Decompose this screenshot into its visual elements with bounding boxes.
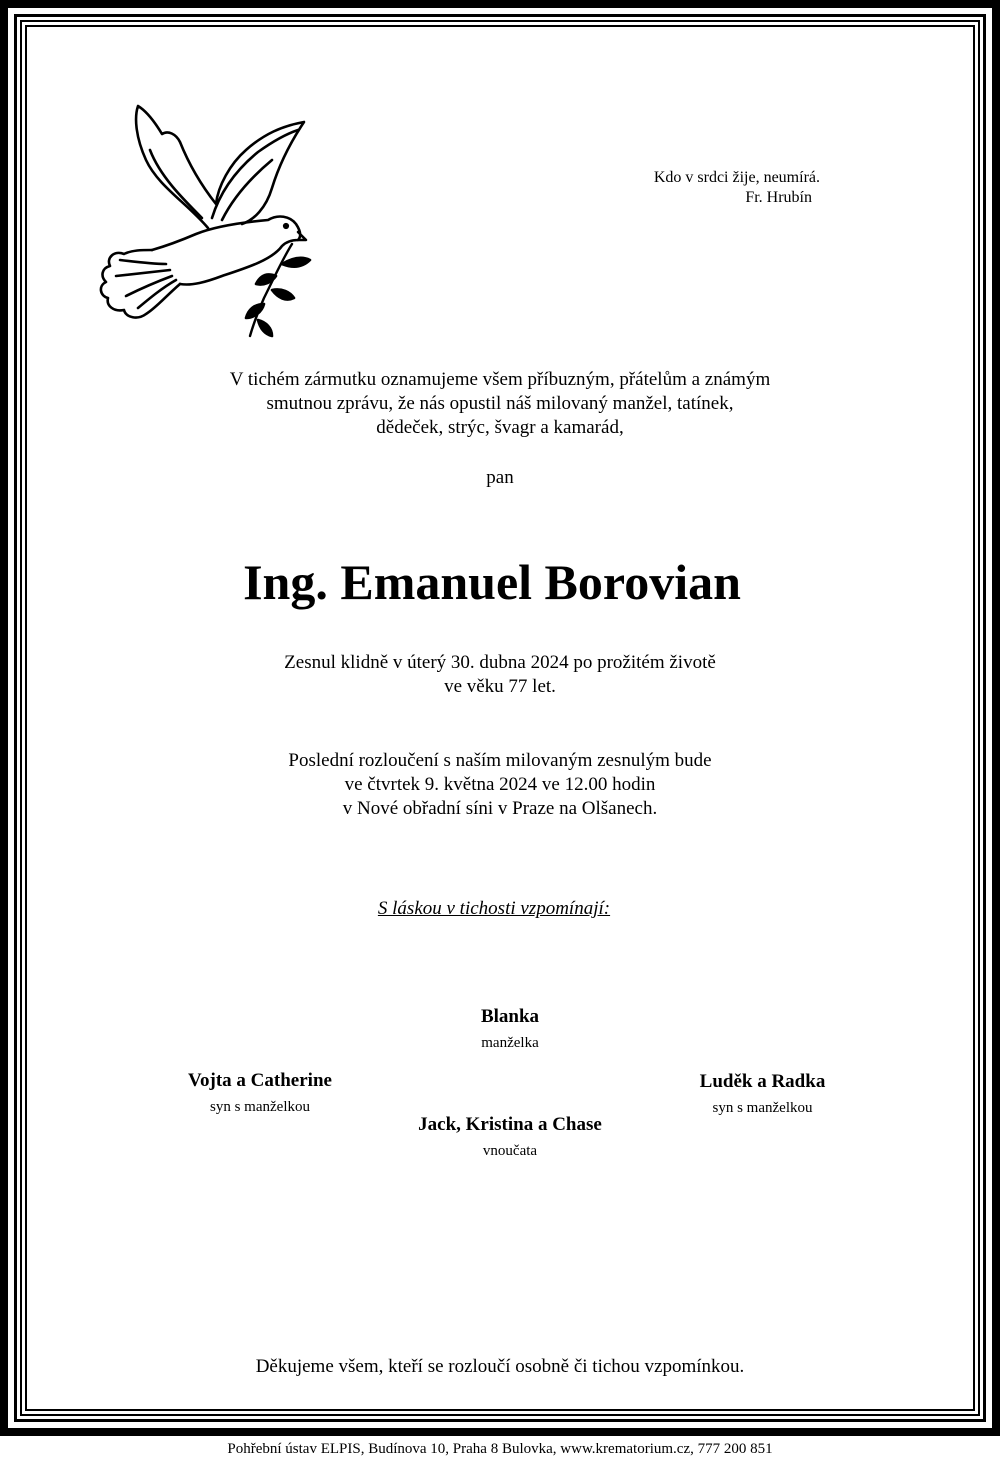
farewell-line: Poslední rozloučení s naším milovaným zesnulým bude <box>288 750 712 771</box>
farewell-info <box>0 749 1000 821</box>
mourner-ludek <box>660 1070 865 1118</box>
mourner-name: Jack, Kristina a Chase <box>418 1114 602 1135</box>
dove-icon <box>96 100 341 360</box>
mourner-vojta <box>150 1069 370 1117</box>
farewell-line: v Nové obřadní síni v Praze na Olšanech. <box>342 798 658 819</box>
motto-author: Fr. Hrubín <box>745 189 812 206</box>
remember-heading: S láskou v tichosti vzpomínají: <box>377 898 611 919</box>
mourner-relation: vnoučata <box>482 1143 538 1159</box>
mourner-blanka <box>410 1005 610 1053</box>
death-line: Zesnul klidně v úterý 30. dubna 2024 po prožitém životě <box>284 652 716 673</box>
announcement-line: dědeček, strýc, švagr a kamarád, <box>376 417 624 438</box>
motto-quote: Kdo v srdci žije, neumírá. <box>653 169 820 186</box>
farewell-line: ve čtvrtek 9. května 2024 ve 12.00 hodin <box>344 774 656 795</box>
mourner-name: Vojta a Catherine <box>188 1070 332 1091</box>
thanks-text: Děkujeme všem, kteří se rozloučí osobně či tichou vzpomínkou. <box>255 1356 745 1377</box>
death-info <box>0 651 1000 699</box>
deceased-name: Ing. Emanuel Borovian <box>243 554 741 610</box>
funeral-home-footer: Pohřební ústav ELPIS, Budínova 10, Praha 8 Bulovka, www.krematorium.cz, 777 200 851 <box>227 1441 773 1457</box>
mourner-name: Luděk a Radka <box>699 1071 826 1092</box>
mourner-name: Blanka <box>480 1006 540 1027</box>
mourner-relation: manželka <box>481 1035 539 1051</box>
announcement-line: V tichém zármutku oznamujeme všem příbuzným, přátelům a známým <box>229 369 771 390</box>
mourner-relation: syn s manželkou <box>712 1100 813 1116</box>
mourner-jack <box>380 1113 640 1161</box>
title-word: pan <box>486 467 514 488</box>
motto <box>560 168 820 208</box>
announcement-line: smutnou zprávu, že nás opustil náš milovaný manžel, tatínek, <box>266 393 734 414</box>
mourner-relation: syn s manželkou <box>210 1099 310 1115</box>
age-line: ve věku 77 let. <box>444 676 556 697</box>
announcement-text <box>0 368 1000 440</box>
